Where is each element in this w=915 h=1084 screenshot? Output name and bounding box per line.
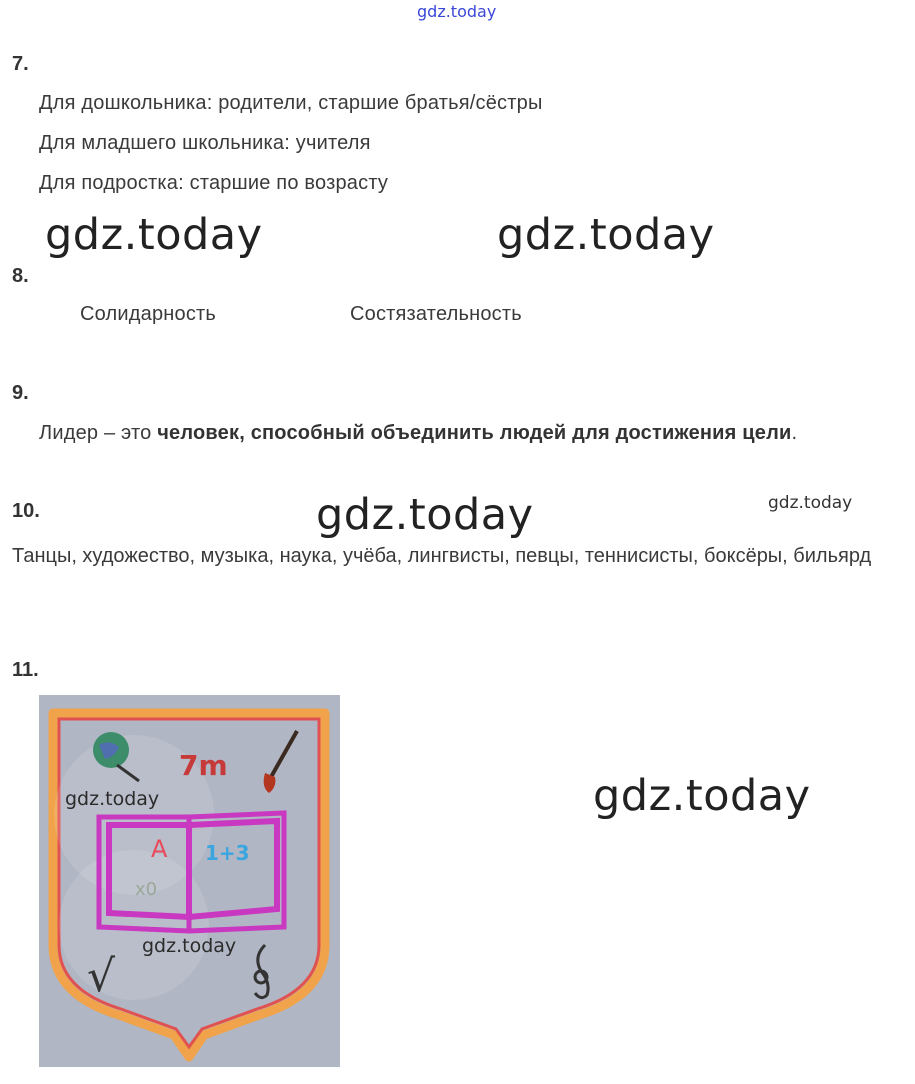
q9-bold-definition: человек, способный объединить людей для достижения цели (157, 422, 792, 444)
emblem-7m-sign: 7m (179, 749, 228, 782)
watermark-large-2: gdz.today (497, 210, 715, 260)
question-number-11: 11. (12, 659, 39, 681)
square-root-icon: √ (87, 951, 116, 1002)
book-math-1plus3: 1+3 (205, 841, 250, 865)
q9-definition (39, 422, 797, 445)
q7-line-3: Для подростка: старшие по возрасту (39, 172, 389, 194)
q8-solidarity: Солидарность (80, 303, 217, 325)
watermark-large-3: gdz.today (316, 490, 534, 540)
class-emblem-image (39, 695, 340, 1067)
question-number-9: 9. (12, 382, 29, 404)
q7-line-2: Для младшего школьника: учителя (39, 132, 371, 154)
book-letter-a: А (151, 835, 168, 863)
q9-suffix: . (791, 422, 798, 444)
question-number-7: 7. (12, 53, 29, 75)
watermark-image-2: gdz.today (142, 935, 237, 957)
watermark-image-1: gdz.today (65, 788, 160, 810)
watermark-large-4: gdz.today (593, 771, 811, 821)
question-number-8: 8. (12, 265, 29, 287)
q10-answer-text: Танцы, художество, музыка, наука, учёба, лингвисты, певцы, теннисисты, боксёры, бильярд (12, 545, 872, 567)
watermark-small-1: gdz.today (768, 493, 853, 513)
watermark-top: gdz.today (417, 2, 497, 21)
q8-competitiveness: Состязательность (350, 303, 522, 325)
watermark-large-1: gdz.today (45, 210, 263, 260)
book-math-x0: x0 (135, 879, 158, 900)
question-number-10: 10. (12, 500, 40, 522)
q7-line-1: Для дошкольника: родители, старшие братья/сёстры (39, 92, 543, 114)
q9-prefix: Лидер – это (39, 422, 158, 444)
